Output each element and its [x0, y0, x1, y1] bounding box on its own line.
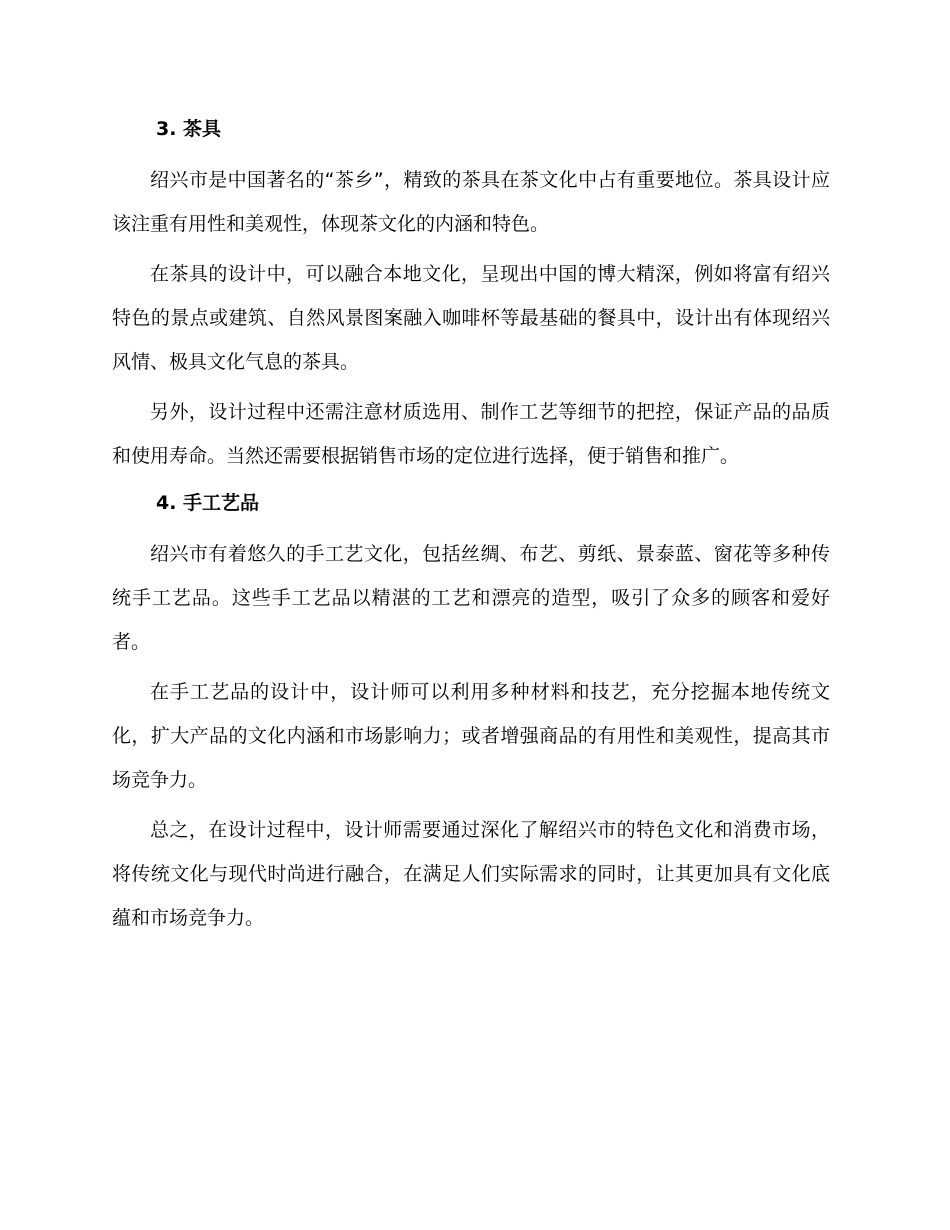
section-heading-tea-set: 3. 茶具	[156, 118, 222, 140]
paragraph: 绍兴市是中国著名的“茶乡”，精致的茶具在茶文化中占有重要地位。茶具设计应该注重有用性和美观性，体现茶文化的内涵和特色。	[112, 169, 830, 235]
paragraph: 另外，设计过程中还需注意材质选用、制作工艺等细节的把控，保证产品的品质和使用寿命。当然还需要根据销售市场的定位进行选择，便于销售和推广。	[112, 401, 830, 467]
document-page	[112, 110, 830, 946]
paragraph: 在手工艺品的设计中，设计师可以利用多种材料和技艺，充分挖掘本地传统文化，扩大产品的文化内涵和市场影响力；或者增强商品的有用性和美观性，提高其市场竞争力。	[112, 681, 830, 791]
paragraph: 在茶具的设计中，可以融合本地文化，呈现出中国的博大精深，例如将富有绍兴特色的景点或建筑、自然风景图案融入咖啡杯等最基础的餐具中，设计出有体现绍兴风情、极具文化气息的茶具。	[112, 263, 830, 373]
paragraph: 总之，在设计过程中，设计师需要通过深化了解绍兴市的特色文化和消费市场，将传统文化与现代时尚进行融合，在满足人们实际需求的同时，让其更加具有文化底蕴和市场竞争力。	[112, 819, 830, 929]
section-heading-handicrafts: 4. 手工艺品	[156, 492, 260, 514]
paragraph: 绍兴市有着悠久的手工艺文化，包括丝绸、布艺、剪纸、景泰蓝、窗花等多种传统手工艺品。这些手工艺品以精湛的工艺和漂亮的造型，吸引了众多的顾客和爱好者。	[112, 543, 830, 653]
